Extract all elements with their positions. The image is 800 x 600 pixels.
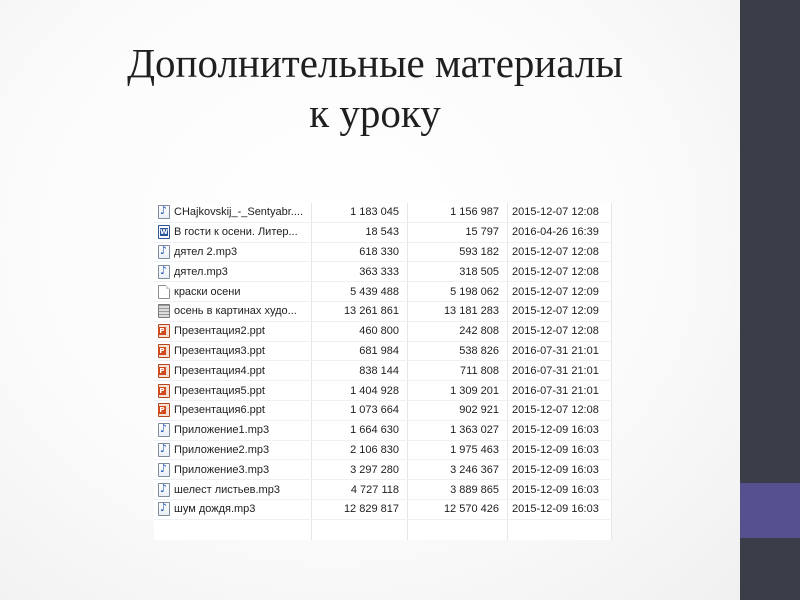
file-modified: 2015-12-07 12:09 bbox=[508, 282, 612, 301]
file-packed-size: 318 505 bbox=[408, 262, 508, 281]
file-size: 4 727 118 bbox=[312, 480, 408, 499]
file-row[interactable] bbox=[154, 441, 612, 461]
file-packed-size: 902 921 bbox=[408, 401, 508, 420]
file-size: 13 261 861 bbox=[312, 302, 408, 321]
audio-file-icon bbox=[158, 245, 170, 259]
file-name: Приложение3.mp3 bbox=[174, 463, 270, 476]
empty-row bbox=[154, 520, 612, 540]
file-name: Презентация5.ppt bbox=[174, 384, 265, 397]
file-modified: 2015-12-09 16:03 bbox=[508, 421, 612, 440]
file-modified: 2016-04-26 16:39 bbox=[508, 223, 612, 242]
file-row[interactable] bbox=[154, 203, 612, 223]
file-size: 5 439 488 bbox=[312, 282, 408, 301]
slide-title bbox=[80, 38, 670, 138]
file-size: 363 333 bbox=[312, 262, 408, 281]
file-name: Приложение2.mp3 bbox=[174, 443, 270, 456]
file-packed-size: 538 826 bbox=[408, 342, 508, 361]
file-name: дятел.mp3 bbox=[174, 265, 228, 278]
file-name: краски осени bbox=[174, 285, 241, 298]
file-packed-size: 13 181 283 bbox=[408, 302, 508, 321]
file-packed-size: 1 156 987 bbox=[408, 203, 508, 222]
side-bar-accent bbox=[740, 483, 800, 538]
file-size: 12 829 817 bbox=[312, 500, 408, 519]
file-modified: 2015-12-09 16:03 bbox=[508, 441, 612, 460]
empty-cell bbox=[408, 520, 508, 540]
file-size: 681 984 bbox=[312, 342, 408, 361]
empty-cell bbox=[508, 520, 612, 540]
file-row[interactable] bbox=[154, 262, 612, 282]
file-row[interactable] bbox=[154, 401, 612, 421]
file-name-cell bbox=[154, 460, 312, 479]
file-packed-size: 1 975 463 bbox=[408, 441, 508, 460]
file-name: Презентация6.ppt bbox=[174, 404, 265, 417]
file-name: В гости к осени. Литер... bbox=[174, 226, 298, 239]
audio-file-icon bbox=[158, 463, 170, 477]
file-name: шум дождя.mp3 bbox=[174, 503, 256, 516]
file-row[interactable] bbox=[154, 322, 612, 342]
file-size: 2 106 830 bbox=[312, 441, 408, 460]
slide-title-line-1: Дополнительные материалы bbox=[127, 40, 623, 86]
audio-file-icon bbox=[158, 502, 170, 516]
file-modified: 2015-12-09 16:03 bbox=[508, 500, 612, 519]
archive-file-list bbox=[154, 203, 612, 540]
file-row[interactable] bbox=[154, 223, 612, 243]
file-row[interactable] bbox=[154, 480, 612, 500]
powerpoint-file-icon bbox=[158, 384, 170, 398]
file-modified: 2016-07-31 21:01 bbox=[508, 381, 612, 400]
file-name-cell bbox=[154, 480, 312, 499]
file-packed-size: 3 246 367 bbox=[408, 460, 508, 479]
file-name-cell bbox=[154, 441, 312, 460]
file-modified: 2015-12-07 12:08 bbox=[508, 262, 612, 281]
blank-file-icon bbox=[158, 285, 170, 299]
powerpoint-file-icon bbox=[158, 344, 170, 358]
file-name-cell bbox=[154, 381, 312, 400]
file-size: 838 144 bbox=[312, 361, 408, 380]
file-size: 1 404 928 bbox=[312, 381, 408, 400]
file-name-cell bbox=[154, 342, 312, 361]
file-row[interactable] bbox=[154, 460, 612, 480]
file-row[interactable] bbox=[154, 500, 612, 520]
file-name-cell bbox=[154, 262, 312, 281]
file-size: 460 800 bbox=[312, 322, 408, 341]
powerpoint-file-icon bbox=[158, 324, 170, 338]
file-name-cell bbox=[154, 223, 312, 242]
file-row[interactable] bbox=[154, 302, 612, 322]
file-name: Презентация2.ppt bbox=[174, 325, 265, 338]
file-name: Презентация4.ppt bbox=[174, 364, 265, 377]
file-name: CHajkovskij_-_Sentyabr.... bbox=[174, 206, 303, 219]
file-packed-size: 3 889 865 bbox=[408, 480, 508, 499]
audio-file-icon bbox=[158, 265, 170, 279]
slide-title-line-2: к уроку bbox=[309, 90, 441, 136]
file-name-cell bbox=[154, 500, 312, 519]
file-modified: 2015-12-09 16:03 bbox=[508, 460, 612, 479]
file-size: 3 297 280 bbox=[312, 460, 408, 479]
file-name: шелест листьев.mp3 bbox=[174, 483, 280, 496]
file-name-cell bbox=[154, 322, 312, 341]
file-modified: 2015-12-07 12:08 bbox=[508, 322, 612, 341]
file-packed-size: 15 797 bbox=[408, 223, 508, 242]
file-modified: 2015-12-07 12:08 bbox=[508, 243, 612, 262]
file-packed-size: 1 363 027 bbox=[408, 421, 508, 440]
powerpoint-file-icon bbox=[158, 403, 170, 417]
empty-cell bbox=[154, 520, 312, 540]
file-modified: 2016-07-31 21:01 bbox=[508, 342, 612, 361]
file-name-cell bbox=[154, 302, 312, 321]
file-row[interactable] bbox=[154, 421, 612, 441]
file-name-cell bbox=[154, 361, 312, 380]
file-size: 1 183 045 bbox=[312, 203, 408, 222]
file-modified: 2016-07-31 21:01 bbox=[508, 361, 612, 380]
file-packed-size: 1 309 201 bbox=[408, 381, 508, 400]
file-name: Презентация3.ppt bbox=[174, 344, 265, 357]
file-modified: 2015-12-07 12:08 bbox=[508, 203, 612, 222]
file-row[interactable] bbox=[154, 342, 612, 362]
file-name-cell bbox=[154, 421, 312, 440]
audio-file-icon bbox=[158, 443, 170, 457]
file-row[interactable] bbox=[154, 381, 612, 401]
file-modified: 2015-12-09 16:03 bbox=[508, 480, 612, 499]
archive-file-icon bbox=[158, 304, 170, 318]
audio-file-icon bbox=[158, 423, 170, 437]
file-packed-size: 711 808 bbox=[408, 361, 508, 380]
file-size: 18 543 bbox=[312, 223, 408, 242]
file-name: Приложение1.mp3 bbox=[174, 424, 270, 437]
file-modified: 2015-12-07 12:08 bbox=[508, 401, 612, 420]
word-document-icon bbox=[158, 225, 170, 239]
file-row[interactable] bbox=[154, 282, 612, 302]
file-name: дятел 2.mp3 bbox=[174, 245, 238, 258]
file-size: 1 073 664 bbox=[312, 401, 408, 420]
file-name-cell bbox=[154, 203, 312, 222]
file-size: 1 664 630 bbox=[312, 421, 408, 440]
file-size: 618 330 bbox=[312, 243, 408, 262]
powerpoint-file-icon bbox=[158, 364, 170, 378]
file-packed-size: 12 570 426 bbox=[408, 500, 508, 519]
file-packed-size: 5 198 062 bbox=[408, 282, 508, 301]
file-name-cell bbox=[154, 282, 312, 301]
file-packed-size: 242 808 bbox=[408, 322, 508, 341]
empty-cell bbox=[312, 520, 408, 540]
file-name: осень в картинах худо... bbox=[174, 305, 297, 318]
audio-file-icon bbox=[158, 483, 170, 497]
file-row[interactable] bbox=[154, 361, 612, 381]
file-name-cell bbox=[154, 243, 312, 262]
file-packed-size: 593 182 bbox=[408, 243, 508, 262]
file-name-cell bbox=[154, 401, 312, 420]
file-modified: 2015-12-07 12:09 bbox=[508, 302, 612, 321]
audio-file-icon bbox=[158, 205, 170, 219]
file-row[interactable] bbox=[154, 243, 612, 263]
